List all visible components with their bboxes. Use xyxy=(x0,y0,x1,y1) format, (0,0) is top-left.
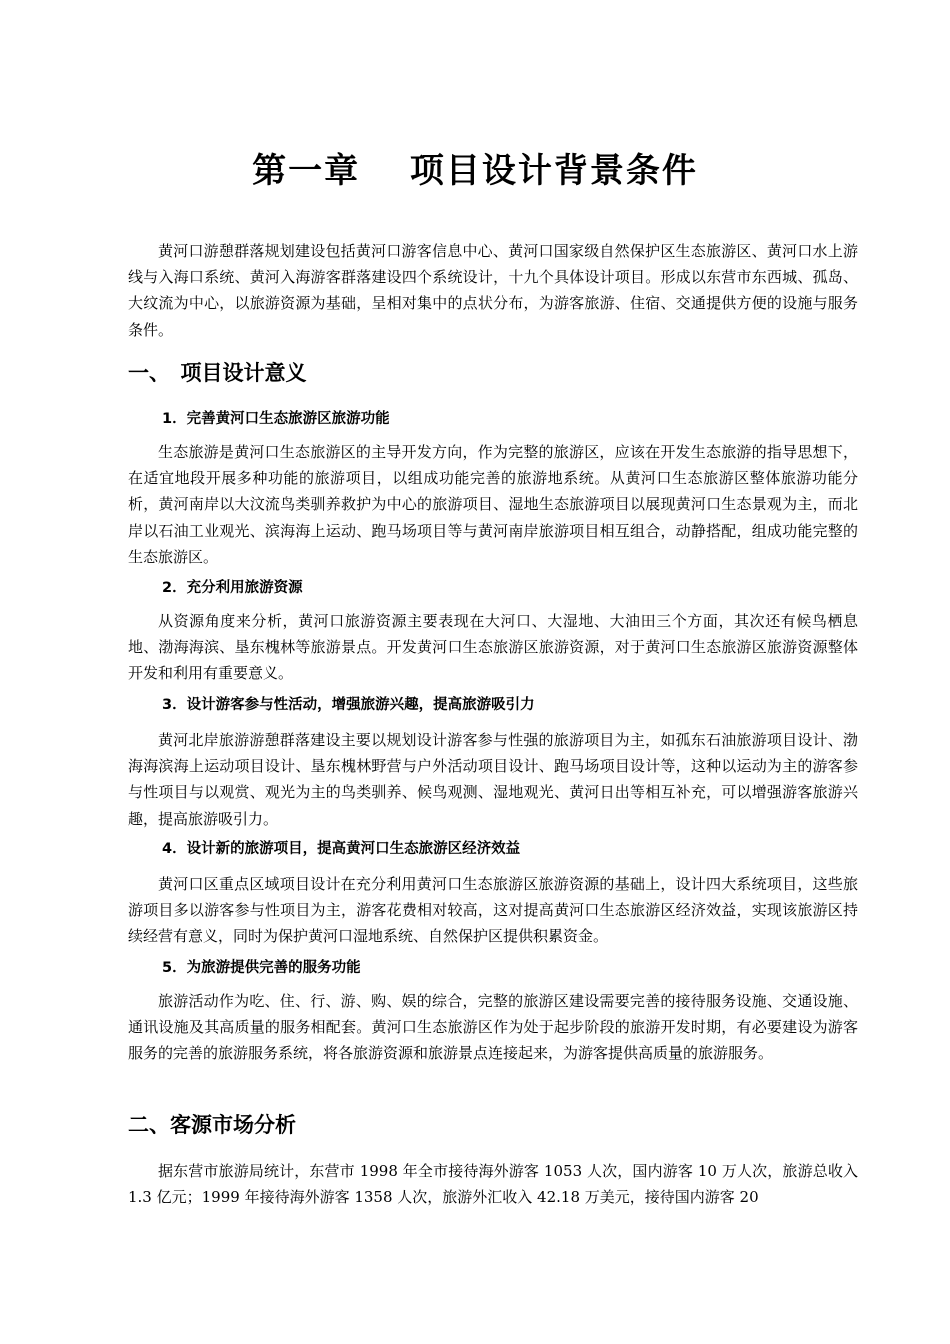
paragraph-2: 从资源角度来分析，黄河口旅游资源主要表现在大河口、大湿地、大油田三个方面，其次还有候鸟栖息地、渤海海滨、垦东槐林等旅游景点。开发黄河口生态旅游区旅游资源，对于黄河口生态旅游区旅游资源整体开发和利用有重要意义。 xyxy=(128,612,858,683)
paragraph-3: 黄河北岸旅游游憩群落建设主要以规划设计游客参与性强的旅游项目为主，如孤东石油旅游项目设计、渤海海滨海上运动项目设计、垦东槐林野营与户外活动项目设计、跑马场项目设计等，这种以运动为主的游客参与性项目与以观赏、观光为主的鸟类驯养、候鸟观测、湿地观光、黄河日出等相互补充，可以增强游客旅游兴趣，提高旅游吸引力。 xyxy=(128,731,858,828)
section-heading-significance: 一、 项目设计意义 xyxy=(128,361,307,385)
subheading-4: 4．设计新的旅游项目，提高黄河口生态旅游区经济效益 xyxy=(162,841,521,857)
subheading-1: 1．完善黄河口生态旅游区旅游功能 xyxy=(162,411,390,427)
paragraph-1: 生态旅游是黄河口生态旅游区的主导开发方向，作为完整的旅游区，应该在开发生态旅游的指导思想下，在适宜地段开展多种功能的旅游项目，以组成功能完善的旅游地系统。从黄河口生态旅游区整体旅游功能分析，黄河南岸以大汶流鸟类驯养救护为中心的旅游项目、湿地生态旅游项目以展现黄河口生态景观为主，而北岸以石油工业观光、滨海海上运动、跑马场项目等与黄河南岸旅游项目相互组合，动静搭配，组成功能完整的生态旅游区。 xyxy=(128,443,858,566)
subheading-3: 3．设计游客参与性活动，增强旅游兴趣，提高旅游吸引力 xyxy=(162,697,535,713)
paragraph-market: 据东营市旅游局统计，东营市 1998 年全市接待海外游客 1053 人次，国内游客 10 万人次，旅游总收入 1.3 亿元；1999 年接待海外游客 1358 人次，旅游外汇收入 42.18 万美元，接待国内游客 20 xyxy=(128,1162,858,1207)
subheading-2: 2．充分利用旅游资源 xyxy=(162,580,303,596)
chapter-title: 第一章 项目设计背景条件 xyxy=(252,151,698,191)
intro-paragraph: 黄河口游憩群落规划建设包括黄河口游客信息中心、黄河口国家级自然保护区生态旅游区、黄河口水上游线与入海口系统、黄河入海游客群落建设四个系统设计，十九个具体设计项目。形成以东营市东西城、孤岛、大纹流为中心，以旅游资源为基础，呈相对集中的点状分布，为游客旅游、住宿、交通提供方便的设施与服务条件。 xyxy=(128,242,858,339)
paragraph-5: 旅游活动作为吃、住、行、游、购、娱的综合，完整的旅游区建设需要完善的接待服务设施、交通设施、通讯设施及其高质量的服务相配套。黄河口生态旅游区作为处于起步阶段的旅游开发时期，有必要建设为游客服务的完善的旅游服务系统，将各旅游资源和旅游景点连接起来，为游客提供高质量的旅游服务。 xyxy=(128,992,858,1063)
section-heading-market: 二、客源市场分析 xyxy=(128,1113,296,1137)
subheading-5: 5．为旅游提供完善的服务功能 xyxy=(162,960,361,976)
paragraph-4: 黄河口区重点区域项目设计在充分利用黄河口生态旅游区旅游资源的基础上，设计四大系统项目，这些旅游项目多以游客参与性项目为主，游客花费相对较高，这对提高黄河口生态旅游区经济效益，实现该旅游区持续经营有意义，同时为保护黄河口湿地系统、自然保护区提供积累资金。 xyxy=(128,875,858,946)
